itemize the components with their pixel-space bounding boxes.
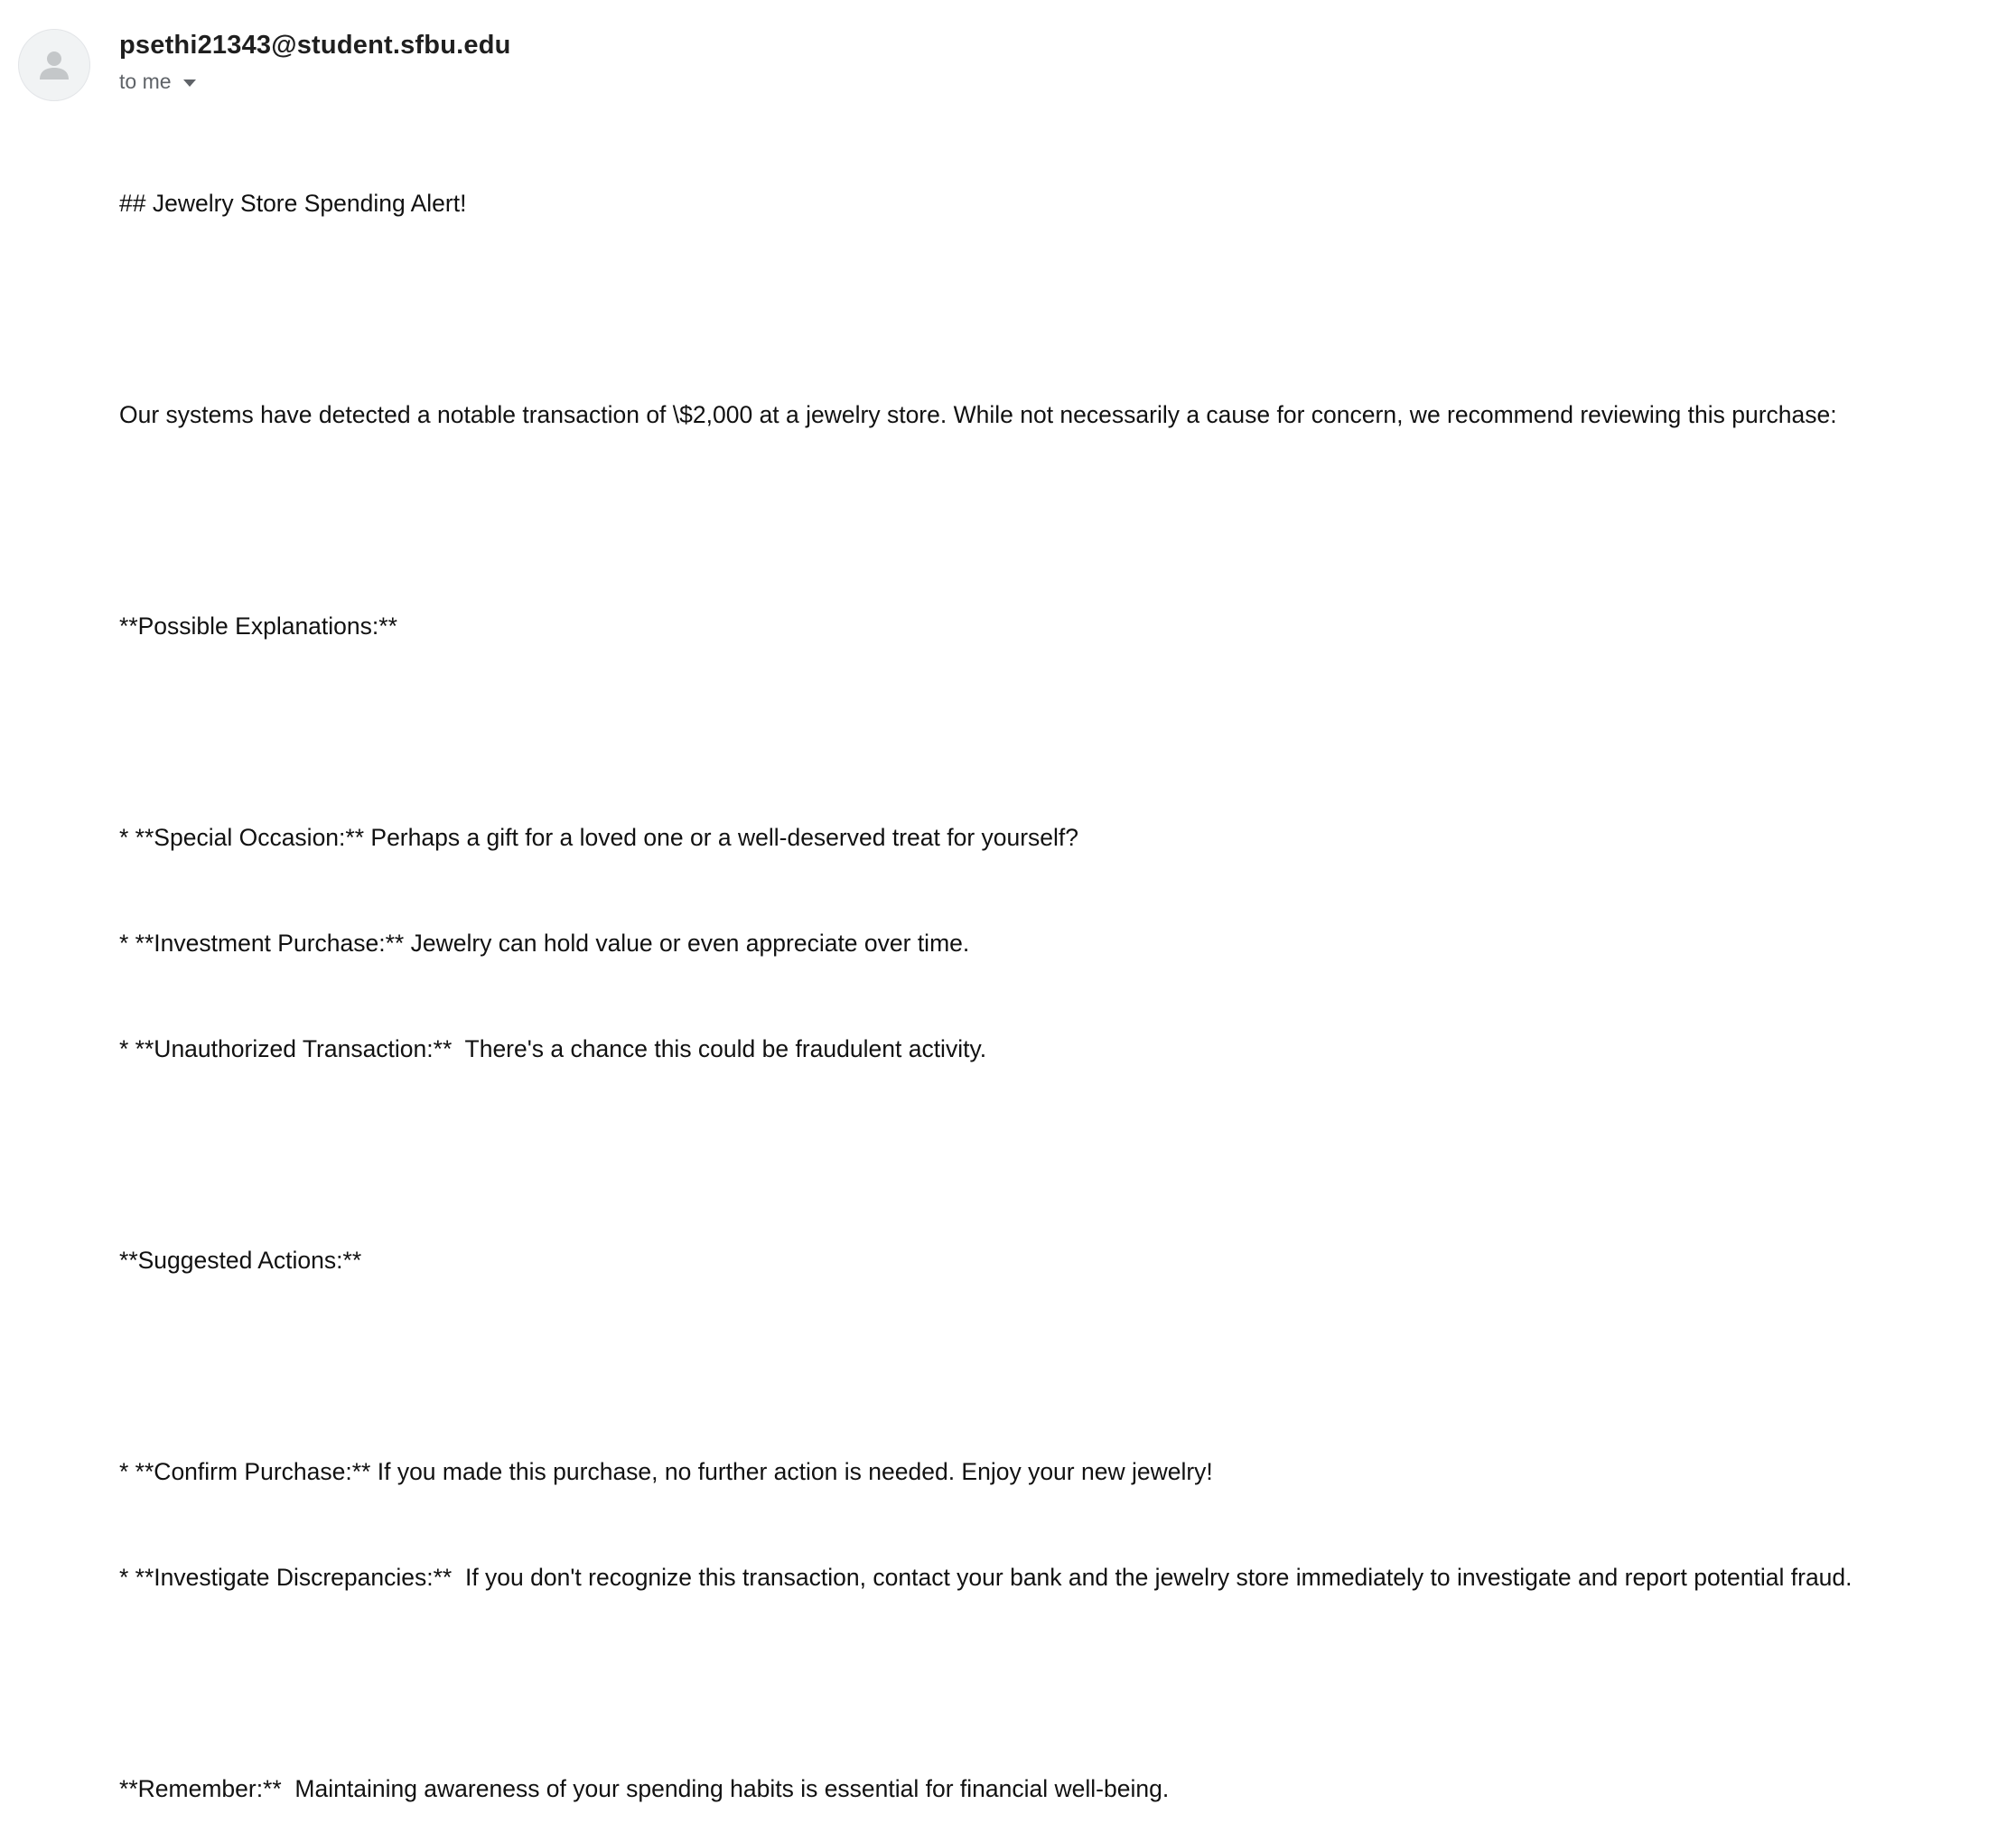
- explanation-item: * **Investment Purchase:** Jewelry can hold value or even appreciate over time.: [119, 930, 970, 957]
- spacer: [119, 1666, 1980, 1701]
- spacer: [119, 292, 1980, 327]
- explanation-item: * **Unauthorized Transaction:** There's a chance this could be fraudulent activity.: [119, 1035, 987, 1062]
- spacer: [119, 1349, 1980, 1384]
- explanations-title: **Possible Explanations:**: [119, 612, 397, 640]
- intro-paragraph: Our systems have detected a notable transaction of \$2,000 at a jewelry store. While not necessarily a cause for concern, we recommend reviewing this purchase:: [119, 401, 1837, 428]
- reminder-paragraph: **Remember:** Maintaining awareness of your spending habits is essential for financial well-being.: [119, 1775, 1170, 1802]
- person-icon: [36, 47, 72, 83]
- action-item: * **Confirm Purchase:** If you made this purchase, no further action is needed. Enjoy your new jewelry!: [119, 1458, 1213, 1485]
- sender-address[interactable]: psethi21343@student.sfbu.edu: [119, 31, 511, 60]
- spacer: [119, 715, 1980, 750]
- alert-heading: ## Jewelry Store Spending Alert!: [119, 190, 467, 217]
- recipient-label: to me: [119, 70, 172, 93]
- spacer: [119, 1137, 1980, 1173]
- email-body: [119, 116, 1980, 1842]
- email-header: [119, 27, 511, 98]
- caret-down-icon[interactable]: [182, 79, 197, 88]
- sender-avatar[interactable]: [18, 29, 90, 101]
- actions-title: **Suggested Actions:**: [119, 1247, 362, 1274]
- action-item: * **Investigate Discrepancies:** If you don't recognize this transaction, contact your bank and the jewelry store immediately to investigate and report potential fraud.: [119, 1564, 1853, 1591]
- spacer: [119, 503, 1980, 538]
- recipient-details-toggle[interactable]: [119, 65, 511, 98]
- explanation-item: * **Special Occasion:** Perhaps a gift for a loved one or a well-deserved treat for yourself?: [119, 824, 1079, 851]
